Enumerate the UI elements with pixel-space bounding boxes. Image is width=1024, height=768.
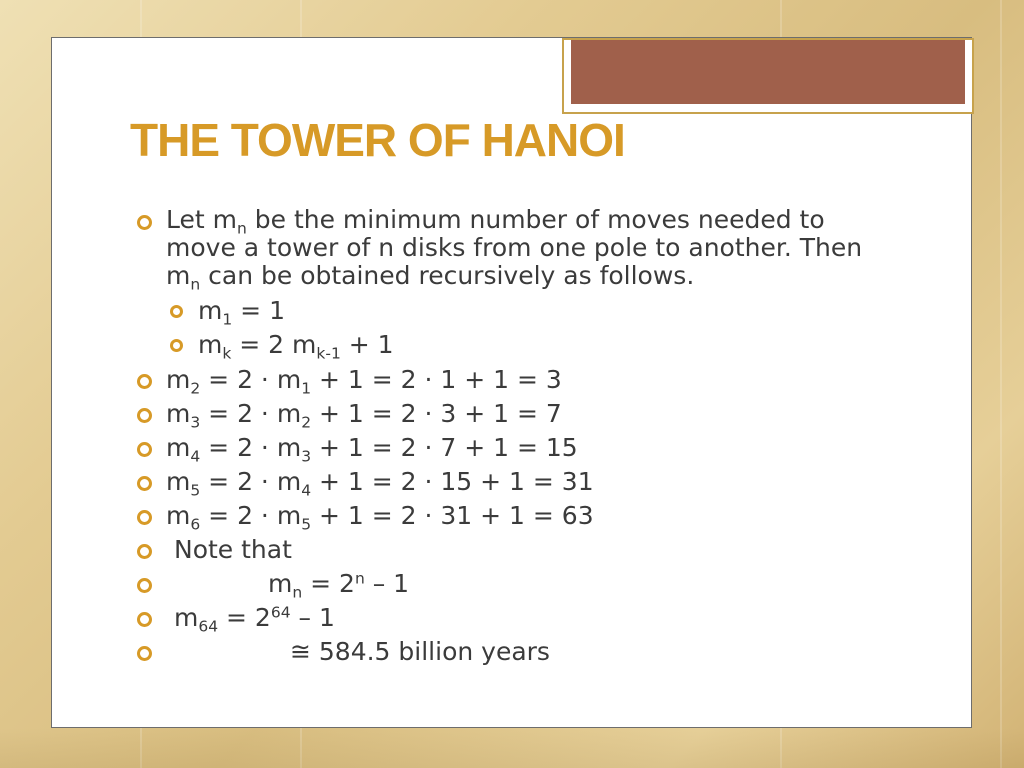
m64-formula: $m_{64} = 2^{64} - 1$ bbox=[174, 603, 335, 636]
bullet-icon bbox=[137, 215, 152, 230]
equation-m2: $m_2 = 2 \cdot m_1 + 1 = 2 \cdot 1 + 1 = 3$ bbox=[166, 365, 562, 398]
bullet-icon bbox=[137, 374, 152, 389]
equation-m4: $m_4 = 2 \cdot m_3 + 1 = 2 \cdot 7 + 1 = 15$ bbox=[166, 433, 578, 466]
intro-line-3: $m_n$ can be obtained recursively as follows. bbox=[166, 261, 695, 294]
slide-title: THE TOWER OF HANOI bbox=[130, 114, 625, 166]
bullet-icon bbox=[137, 646, 152, 661]
bullet-icon bbox=[137, 612, 152, 627]
bullet-icon bbox=[137, 442, 152, 457]
intro-line-1: Let $m_n$ be the minimum number of moves needed to bbox=[166, 205, 825, 238]
bullet-icon bbox=[170, 305, 183, 318]
bullet-icon bbox=[137, 476, 152, 491]
note-label: Note that bbox=[174, 535, 292, 564]
approx-years: ≅ 584.5 billion years bbox=[290, 637, 550, 666]
equation-m3: $m_3 = 2 \cdot m_2 + 1 = 2 \cdot 3 + 1 = 7$ bbox=[166, 399, 562, 432]
bullet-icon bbox=[170, 339, 183, 352]
equation-m6: $m_6 = 2 \cdot m_5 + 1 = 2 \cdot 31 + 1 = 63$ bbox=[166, 501, 594, 534]
closed-form-formula: $m_n = 2^n - 1$ bbox=[268, 569, 410, 602]
bullet-icon bbox=[137, 544, 152, 559]
bullet-icon bbox=[137, 578, 152, 593]
equation-m5: $m_5 = 2 \cdot m_4 + 1 = 2 \cdot 15 + 1 = 31$ bbox=[166, 467, 594, 500]
bullet-icon bbox=[137, 510, 152, 525]
sub-item-base-case: $m_1 = 1$ bbox=[198, 296, 285, 329]
intro-line-2: move a tower of n disks from one pole to another. Then bbox=[166, 233, 863, 262]
bullet-icon bbox=[137, 408, 152, 423]
sub-item-recurrence: $m_k = 2$ $m_{k-1} + 1$ bbox=[198, 330, 394, 363]
